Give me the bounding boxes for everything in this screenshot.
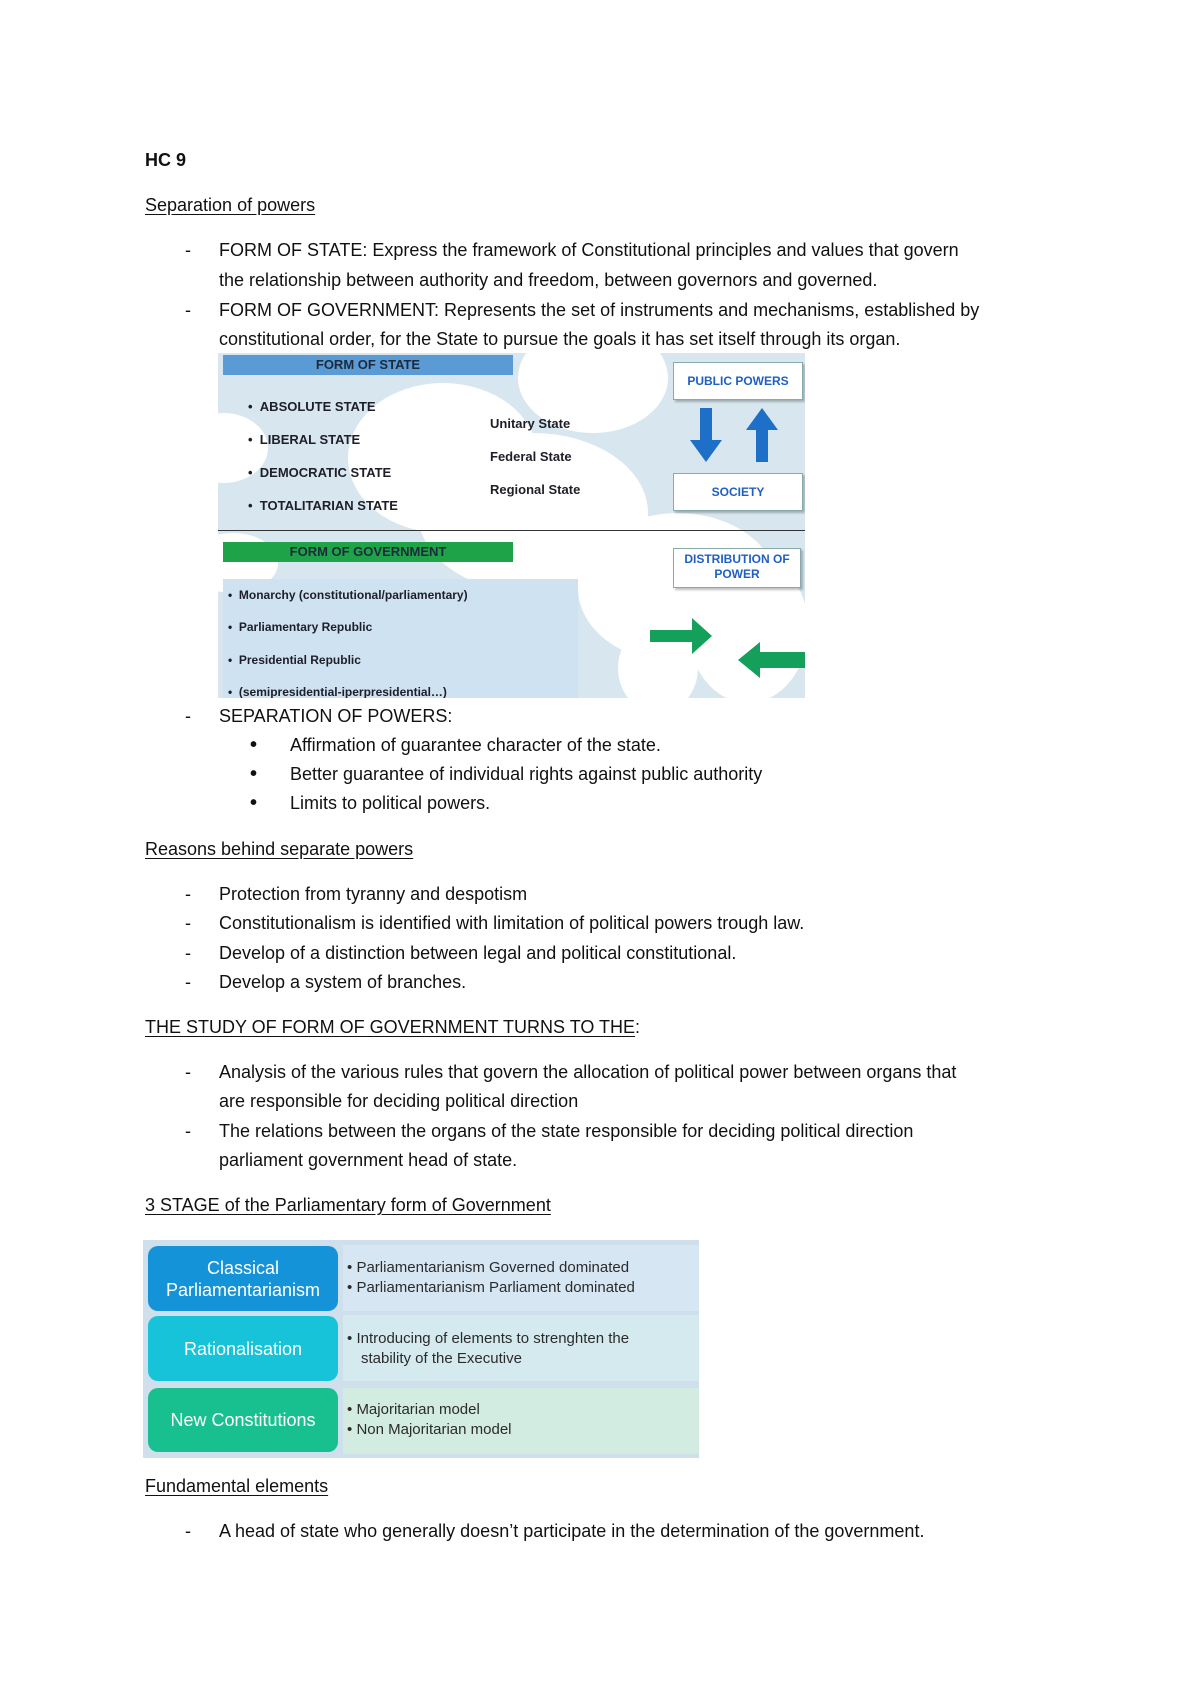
bullet-dash: - [185,300,191,320]
government-item: • Monarchy (constitutional/parliamentary) [228,588,468,602]
bullet-dot: • [250,763,258,785]
form-of-state-government-diagram [218,353,805,698]
vertical-arrows-icon [688,408,788,468]
form-of-state-bar: FORM OF STATE [223,355,513,375]
study-item-line1: Analysis of the various rules that govern the allocation of political power between organs that [219,1062,957,1082]
government-item: • Presidential Republic [228,653,361,667]
bullet-dash: - [185,913,191,933]
state-item: • ABSOLUTE STATE [248,399,376,414]
separation-of-powers-label: SEPARATION OF POWERS: [219,706,453,726]
section-title-fundamental: Fundamental elements [145,1476,329,1496]
bullet-dash: - [185,884,191,904]
bullet-dash: - [185,1521,191,1541]
government-item: • Parliamentary Republic [228,620,373,634]
form-of-government-bar: FORM OF GOVERNMENT [223,542,513,562]
state-type: Regional State [490,482,581,497]
section-title-separation: Separation of powers [145,195,316,215]
bullet-dash: - [185,972,191,992]
section-title-study: THE STUDY OF FORM OF GOVERNMENT TURNS TO THE: [145,1017,641,1037]
sep-point: Better guarantee of individual rights against public authority [290,764,763,784]
sep-point: Limits to political powers. [290,793,491,813]
bullet-dash: - [185,240,191,260]
distribution-of-power-banner: DISTRIBUTION OF POWER [673,548,801,588]
study-item-line2: are responsible for deciding political direction [219,1091,579,1111]
reason-item: Develop a system of branches. [219,972,467,992]
form-of-state-line1: FORM OF STATE: Express the framework of Constitutional principles and values that govern [219,240,959,260]
form-of-state-line2: the relationship between authority and freedom, between governors and governed. [219,270,878,290]
stage-new-constitutions: New Constitutions [148,1388,338,1452]
state-type: Federal State [490,449,572,464]
state-item: • LIBERAL STATE [248,432,361,447]
public-powers-banner: PUBLIC POWERS [673,362,803,400]
study-item-line1: The relations between the organs of the state responsible for deciding political direction [219,1121,914,1141]
bullet-dash: - [185,1121,191,1141]
stage-new-constitutions-points: • Majoritarian model • Non Majoritarian model [347,1401,512,1438]
study-item-line2: parliament government head of state. [219,1150,518,1170]
fundamental-item: A head of state who generally doesn’t participate in the determination of the government. [219,1521,925,1541]
reason-item: Constitutionalism is identified with limitation of political powers trough law. [219,913,805,933]
sep-point: Affirmation of guarantee character of the state. [290,735,661,755]
stage-rationalisation: Rationalisation [148,1316,338,1381]
reason-item: Develop of a distinction between legal and political constitutional. [219,943,737,963]
parliamentary-stages-diagram [143,1240,699,1458]
state-item: • TOTALITARIAN STATE [248,498,398,513]
state-item: • DEMOCRATIC STATE [248,465,392,480]
bullet-dash: - [185,1062,191,1082]
section-title-reasons: Reasons behind separate powers [145,839,414,859]
bullet-dash: - [185,943,191,963]
bullet-dot: • [250,734,258,756]
form-of-government-line2: constitutional order, for the State to pursue the goals it has set itself through its organ. [219,329,901,349]
state-type: Unitary State [490,416,571,431]
society-banner: SOCIETY [673,473,803,511]
page-heading: HC 9 [145,150,187,170]
stage-classical-parliamentarianism: Classical Parliamentarianism [148,1246,338,1311]
stage-rationalisation-points: • Introducing of elements to strenghten the stability of the Executive [347,1330,630,1367]
horizontal-arrows-icon [650,618,805,688]
form-of-government-line1: FORM OF GOVERNMENT: Represents the set of instruments and mechanisms, established by [219,300,980,320]
bullet-dot: • [250,792,258,814]
section-title-stages: 3 STAGE of the Parliamentary form of Government [145,1195,551,1215]
reason-item: Protection from tyranny and despotism [219,884,528,904]
bullet-dash: - [185,706,191,726]
government-item: • (semipresidential-iperpresidential…) [228,685,447,698]
stage-classical-points: • Parliamentarianism Governed dominated • Parliamentarianism Parliament dominated [347,1259,635,1296]
